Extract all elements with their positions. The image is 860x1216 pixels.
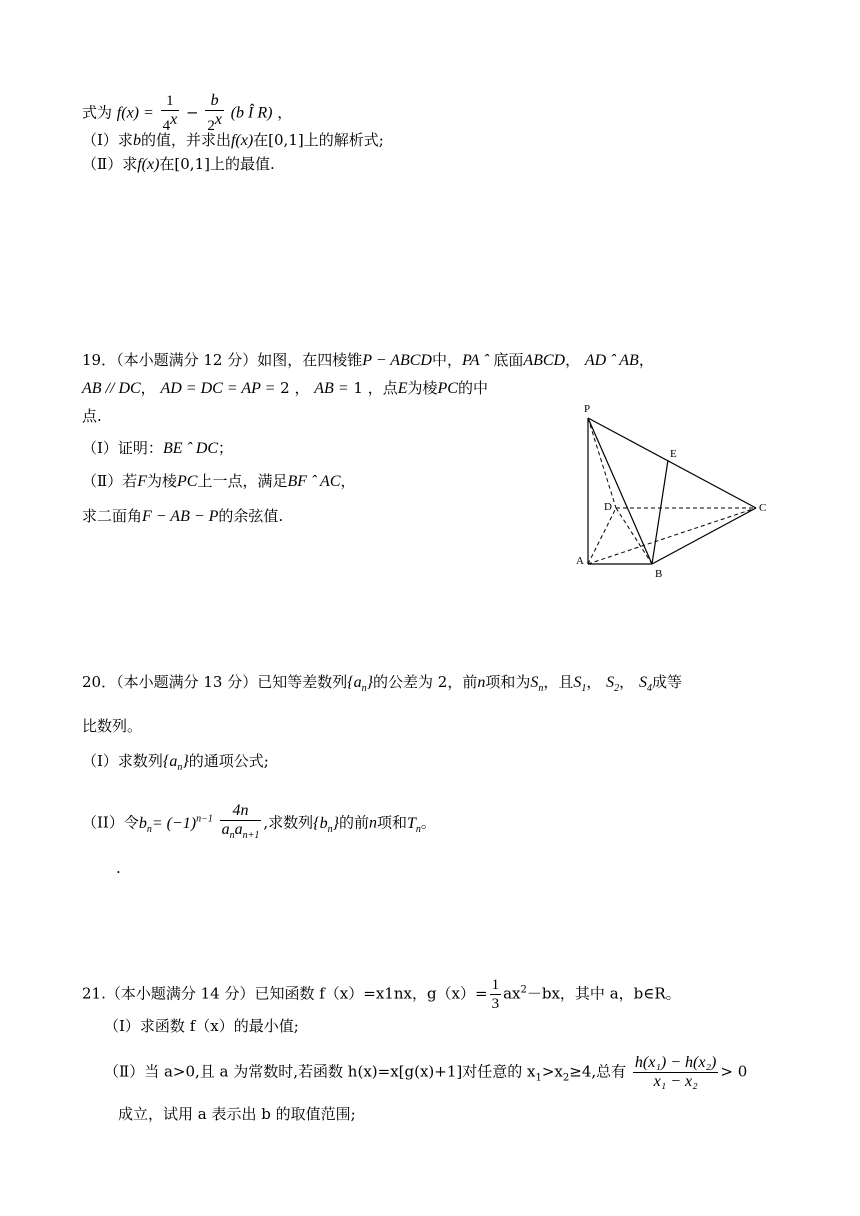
q18-line2: （Ⅰ）求b的值，并求出f(x)在[0,1]上的解析式;: [82, 131, 384, 149]
q20-line4: （II）令$b_n= (-1)^{n-1}$ $\frac{4n}{a_na_{n+1}}$ ,求数列$\{b_n\}$的前n项和$T_n$。: [82, 802, 436, 845]
q18-line1: 式为 f(x) = $\frac{1}{4^x}$ − $\frac{b}{2^x}$ (b Î R) ，: [82, 92, 293, 134]
label-e: E: [670, 448, 677, 460]
q19-line6: 求二面角F − AB − P的余弦值.: [82, 507, 284, 525]
fraction: $\frac{4n}{a_na_{n+1}}$: [221, 802, 260, 842]
label-a: A: [576, 555, 584, 567]
fraction: $\frac{1}{3}$: [491, 977, 500, 1012]
q19-line1: 19．（本小题满分 12 分）如图，在四棱锥P − ABCD中，PA ˆ 底面ABCD， AD ˆ AB，: [82, 351, 654, 369]
edge-pb: [588, 418, 652, 564]
label-c: C: [759, 502, 767, 514]
label-d: D: [604, 501, 612, 513]
label-b: B: [655, 568, 663, 580]
label-p: P: [584, 403, 591, 415]
q20-line2: 比数列。: [82, 717, 143, 735]
q20-line3: （I）求数列$\{a_n\}$的通项公式;: [82, 752, 269, 774]
fraction: $\frac{b}{2^x}$: [207, 92, 222, 134]
edge-pd: [588, 418, 616, 508]
diag-ac: [588, 508, 756, 564]
q18-line3: （Ⅱ）求f(x)在[0,1]上的最值.: [82, 155, 275, 173]
edge-bc: [652, 508, 756, 564]
q20-line1: 20．（本小题满分 13 分）已知等差数列$\{a_n\}$的公差为 2，前n项和为$S_n$，且$S_1$， $S_2$， $S_4$成等: [82, 673, 682, 695]
edge-pc: [588, 418, 756, 508]
fraction: $\frac{\text{h(x₁) − h(x₂)}}{\text{x₁ − x₂}}$: [634, 1054, 717, 1090]
q19-line3: 点.: [82, 407, 102, 425]
q19-line4: （Ⅰ）证明：BE ˆ DC；: [82, 439, 234, 457]
q19-line5: （Ⅱ）若F为棱PC上一点，满足BF ˆ AC，: [82, 472, 356, 490]
segment-be: [652, 460, 668, 564]
q21-line1: 21.（本小题满分 14 分）已知函数 f（x）=x1nx，g（x）= $\frac{1}{3}$ $ax^2-bx$，其中 a，b∈R。: [82, 977, 681, 1012]
q21-line4: 成立，试用 a 表示出 b 的取值范围;: [118, 1105, 356, 1123]
q19-line2: AB // DC， AD = DC = AP = 2 ， AB = 1 ，点E为棱PC的中: [82, 379, 488, 397]
pyramid-figure: [570, 398, 770, 584]
q21-line2: （I）求函数 f（x）的最小值;: [104, 1017, 299, 1035]
fraction: $\frac{1}{4^x}$: [162, 93, 178, 134]
q21-line3: （Ⅱ）当 a>0,且 a 为常数时,若函数 h(x)=x[g(x)+1]对任意的 $x_1>x_2\ge 4$,总有 $\frac{\text{h(x₁) − h(x₂)}}{\text{x₁ − x₂}}$ > 0: [104, 1054, 748, 1090]
q20-line5: .: [116, 859, 121, 877]
diag-db: [616, 508, 652, 564]
edge-ad: [588, 508, 616, 564]
